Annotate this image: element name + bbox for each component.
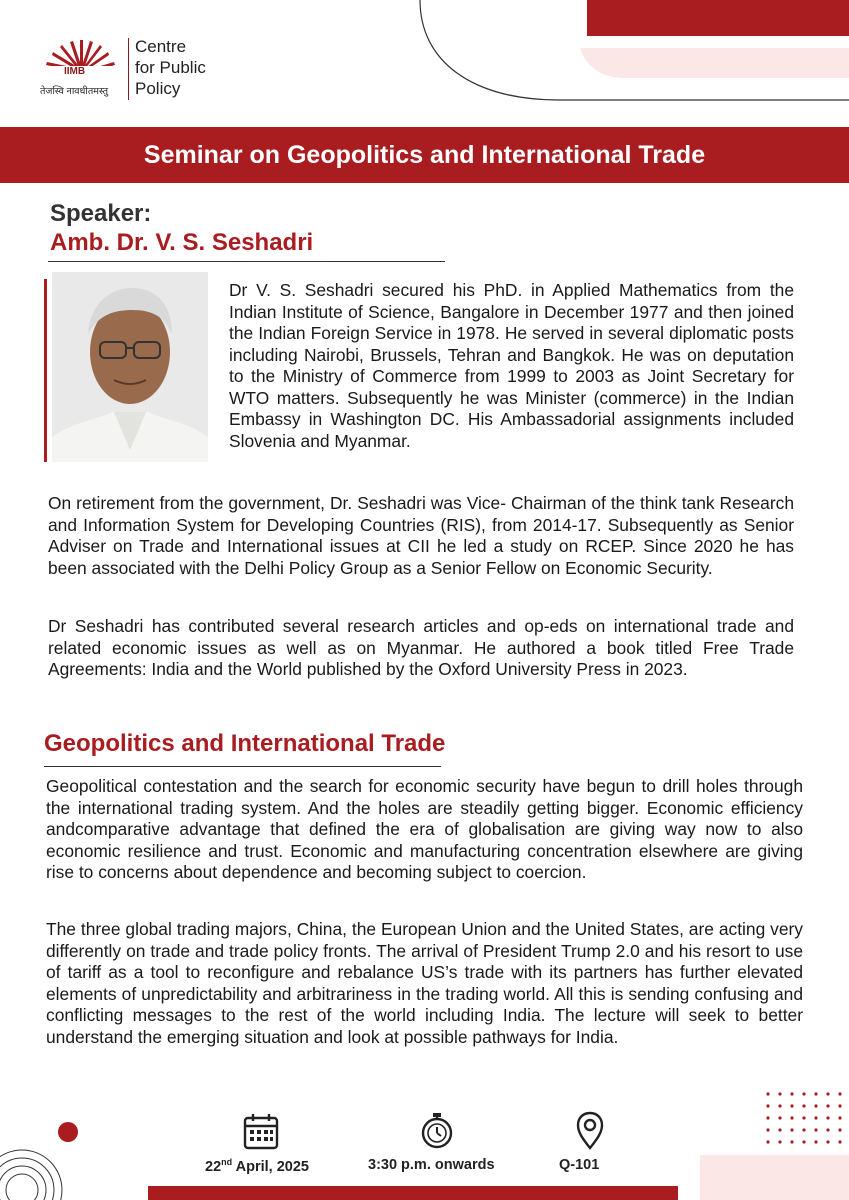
org-name [135,36,206,99]
speaker-divider [48,261,445,262]
abstract-paragraph-2: The three global trading majors, China, the European Union and the United States, are acting very differently on trade and trade policy fronts. The arrival of President Trump 2.0 and his resort to use of tariff as a tool to reconfigure and rebalance US’s trade with its partners has further elevated elements of unpredictability and arbitrariness in the trading world. All this is sending confusing and conflicting messages to the rest of the world including India. The lecture will seek to better understand the emerging situation and look at possible pathways for India. [46,919,803,1047]
org-line-1: Centre [135,37,187,56]
calendar-icon [243,1112,279,1152]
speaker-photo [52,272,208,462]
event-date-suffix: nd [221,1157,233,1167]
stopwatch-icon [419,1110,455,1150]
speaker-bio-intro: Dr V. S. Seshadri secured his PhD. in Applied Mathematics from the Indian Institute of Science, Bangalore in December 1977 and then joined the Indian Foreign Service in 1978. He served in several diplomatic posts including Nairobi, Brussels, Tehran and Bangkok. He was on deputation to the Ministry of Commerce from 1999 to 2003 as Joint Secretary for WTO matters. Subsequently he was Minister (commerce) in the Indian Embassy in Washington DC. His Ambassadorial assignments included Slovenia and Myanmar. [229,280,794,451]
org-line-3: Policy [135,79,181,98]
logo-tagline: तेजस्वि नावधीतमस्तु [40,86,109,97]
event-date-rest: April, 2025 [232,1158,309,1175]
event-date-day: 22 [205,1158,222,1175]
section-divider [44,766,441,767]
photo-accent-bar [44,279,47,462]
event-time: 3:30 p.m. onwards [368,1157,495,1173]
speaker-name: Amb. Dr. V. S. Seshadri [50,229,314,256]
section-heading: Geopolitics and International Trade [44,730,446,757]
iimb-cpp-logo [40,36,240,106]
title-band [0,127,849,183]
page-title: Seminar on Geopolitics and International Trade [143,141,706,169]
logo-divider [128,38,129,100]
abstract-paragraph-1: Geopolitical contestation and the search for economic security have begun to drill holes through the international trading system. And the holes are steadily getting bigger. Economic efficiency andcomparative advantage that defined the era of globalisation are giving way now to also economic resilience and trust. Economic and manufacturing concentration elsewhere are giving rise to concerns about dependence and becoming subject to coercion. [46,776,803,883]
speaker-bio-paragraph-2: On retirement from the government, Dr. Seshadri was Vice- Chairman of the think tank Research and Information System for Developing Countries (RIS), from 2014-17. Subsequently as Senior Adviser on Trade and International issues at CII he led a study on RCEP. Since 2020 he has been associated with the Delhi Policy Group as a Senior Fellow on Economic Security. [48,493,794,578]
footer-bar [148,1186,678,1200]
event-venue: Q-101 [559,1157,600,1173]
iimb-wordmark: IIMB [64,66,86,77]
location-pin-icon [572,1110,608,1150]
org-line-2: for Public [135,58,206,77]
speaker-label: Speaker: [50,200,152,227]
speaker-bio-paragraph-3: Dr Seshadri has contributed several research articles and op-eds on international trade and related economic issues as well as on Myanmar. He authored a book titled Free Trade Agreements: India and the World published by the Oxford University Press in 2023. [48,616,794,679]
event-date [205,1157,309,1175]
